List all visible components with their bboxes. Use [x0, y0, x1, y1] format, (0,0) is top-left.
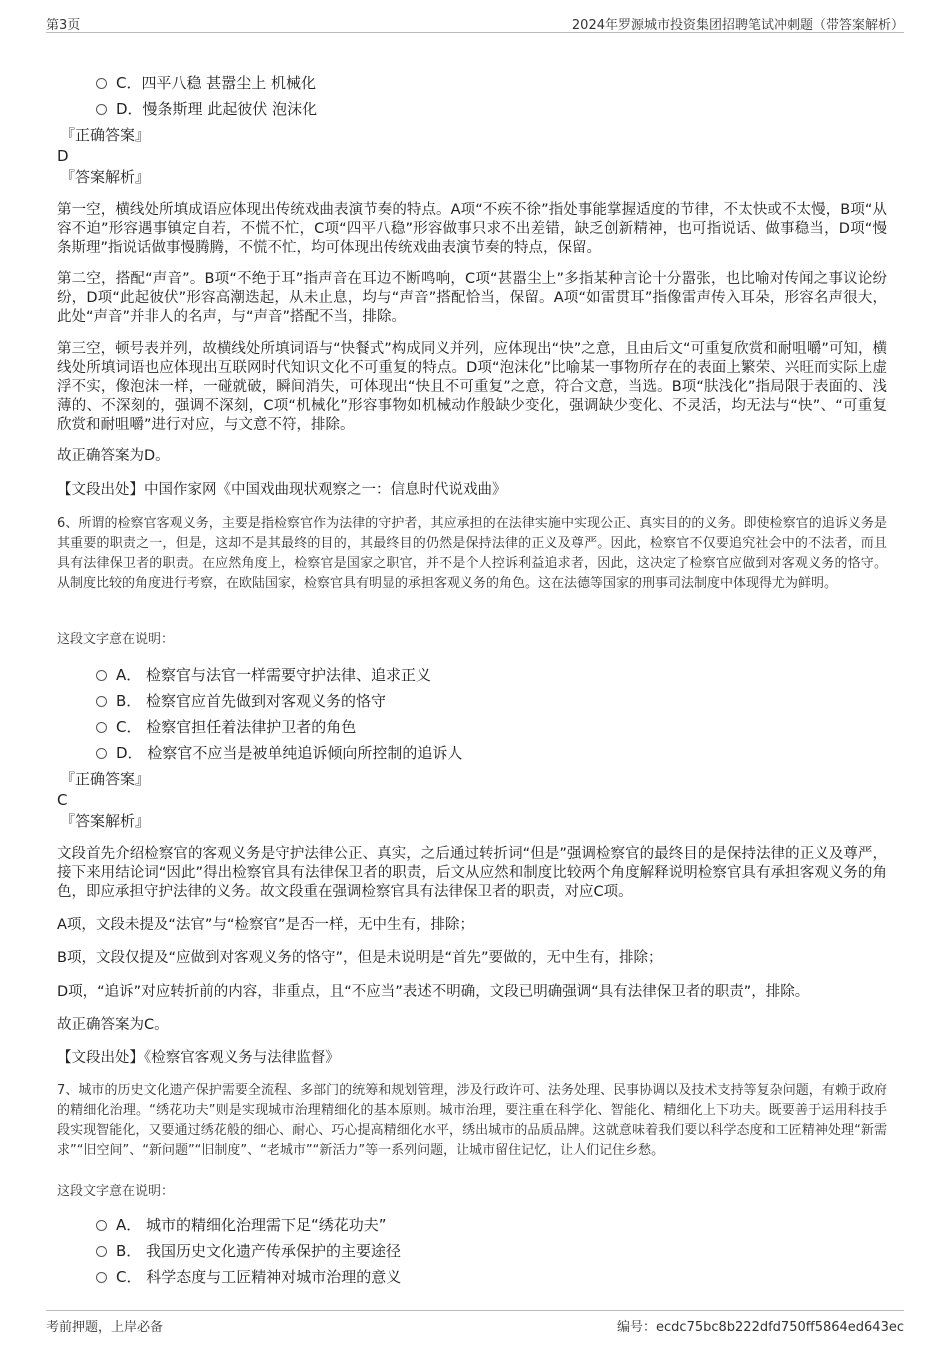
q6-analysis-a: A项，文段未提及“法官”与“检察官”是否一样，无中生有，排除；: [57, 917, 474, 933]
q6-option-d[interactable]: D． 检察官不应当是被单纯追诉倾向所控制的追诉人: [96, 743, 462, 763]
q5-analysis-para-3: 第三空，顿号表并列，故横线处所填词语与“快餐式”构成同义并列，应体现出“快”之意，且由后文“可重复欣赏和耐咀嚼”可知，横线处所填词语也应体现出互联网时代知识文化不可重复的特点。D项“泡沫化”比喻某一事物所存在的表面上繁荣、兴旺而实际上虚浮不实，像泡沫一样，一碰就破，瞬间消失，可体现出“快且不可重复”之意，符合文意，当选。B项“肤浅化”指局限于表面的、浅薄的、不深刻的，强调不深刻，C项“机械化”形容事物如机械动作般缺少变化，强调缺少变化、不灵活，均无法与“快”、“可重复欣赏和耐咀嚼”进行对应，与文意不符，排除。: [57, 341, 887, 433]
page-number: 第3页: [46, 18, 81, 33]
q6-analysis-label: 『答案解析』: [60, 812, 151, 830]
q5-conclusion: 故正确答案为D。: [57, 448, 170, 464]
q6-answer: C: [57, 791, 68, 809]
q5-option-c[interactable]: C．四平八稳 甚嚣尘上 机械化: [96, 73, 316, 93]
q6-question: 6、所谓的检察官客观义务，主要是指检察官作为法律的守护者，其应承担的在法律实施中实现公正、真实目的的义务。即使检察官的追诉义务是其重要的职责之一，但是，这却不是其最终的目的，其最终目的仍然是保持法律的正义及尊严。因此，检察官不仅要追究社会中的不法者，而且具有法律保卫者的职责。在应然角度上，检察官是国家之职官，并不是个人控诉利益追求者，因此，这决定了检察官应做到对客观义务的恪守。从制度比较的角度进行考察，在欧陆国家，检察官具有明显的承担客观义务的角色。这在法德等国家的刑事司法制度中体现得尤为鲜明。: [57, 516, 887, 591]
q6-analysis-para-1: 文段首先介绍检察官的客观义务是守护法律公正、真实，之后通过转折词“但是”强调检察官的最终目的是保持法律的正义及尊严，接下来用结论词“因此”得出检察官具有法律保卫者的职责，后文从应然和制度比较两个角度解释说明检察官具有承担客观义务的角色，即应承担守护法律的义务。故文段重在强调检察官具有法律保卫者的职责，对应C项。: [57, 846, 887, 900]
q6-conclusion: 故正确答案为C。: [57, 1017, 169, 1033]
q6-option-b[interactable]: B． 检察官应首先做到对客观义务的恪守: [96, 691, 386, 711]
q7-option-b[interactable]: B． 我国历史文化遗产传承保护的主要途径: [96, 1241, 401, 1261]
footer-motto: 考前押题，上岸必备: [46, 1320, 164, 1335]
q5-answer: D: [57, 147, 69, 165]
q6-answer-label: 『正确答案』: [60, 770, 151, 788]
q7-option-c[interactable]: C． 科学态度与工匠精神对城市治理的意义: [96, 1267, 401, 1287]
q6-option-a[interactable]: A． 检察官与法官一样需要守护法律、追求正义: [96, 665, 431, 685]
radio-icon[interactable]: [96, 670, 107, 681]
radio-icon[interactable]: [96, 722, 107, 733]
radio-icon[interactable]: [96, 696, 107, 707]
radio-icon[interactable]: [96, 1272, 107, 1283]
q7-option-a[interactable]: A． 城市的精细化治理需下足“绣花功夫”: [96, 1215, 387, 1235]
footer-code: 编号：ecdc75bc8b222dfd750ff5864ed643ec: [617, 1320, 904, 1335]
q6-option-c[interactable]: C． 检察官担任着法律护卫者的角色: [96, 717, 356, 737]
q5-option-d[interactable]: D．慢条斯理 此起彼伏 泡沫化: [96, 99, 317, 119]
q5-analysis-para-1: 第一空，横线处所填成语应体现出传统戏曲表演节奏的特点。A项“不疾不徐”指处事能掌握适度的节律，不太快或不太慢，B项“从容不迫”形容遇事镇定自若，不慌不忙，C项“四平八稳”形容做事只求不出差错，缺乏创新精神，也可指说话、做事稳当，D项“慢条斯理”指说话做事慢腾腾，不慌不忙，均可体现出传统戏曲表演节奏的特点，保留。: [57, 202, 887, 256]
page-footer: [46, 1310, 904, 1341]
q7-prompt: 这段文字意在说明：: [57, 1184, 175, 1199]
radio-icon[interactable]: [96, 748, 107, 759]
q7-question: 7、城市的历史文化遗产保护需要全流程、多部门的统筹和规划管理，涉及行政许可、法务处理、民事协调以及技术支持等复杂问题，有赖于政府的精细化治理。“绣花功夫”则是实现城市治理精细化的基本原则。城市治理，要注重在科学化、智能化、精细化上下功夫。既要善于运用科技手段实现智能化，又要通过绣花般的细心、耐心、巧心提高精细化水平，绣出城市的品质品牌。这就意味着我们要以科学态度和工匠精神处理“新需求”“旧空间”、“新问题”“旧制度”、“老城市”“新活力”等一系列问题，让城市留住记忆，让人们记住乡愁。: [57, 1083, 887, 1158]
q6-source: 【文段出处】《检察官客观义务与法律监督》: [57, 1050, 340, 1066]
q5-analysis-para-2: 第二空，搭配“声音”。B项“不绝于耳”指声音在耳边不断鸣响，C项“甚嚣尘上”多指某种言论十分嚣张，也比喻对传闻之事议论纷纷，D项“此起彼伏”形容高潮迭起，从未止息，均与“声音”搭配恰当，保留。A项“如雷贯耳”指像雷声传入耳朵，形容名声很大，此处“声音”并非人的名声，与“声音”搭配不当，排除。: [57, 271, 887, 325]
q5-answer-label: 『正确答案』: [60, 126, 151, 144]
q6-prompt: 这段文字意在说明：: [57, 632, 175, 647]
radio-icon[interactable]: [96, 104, 107, 115]
radio-icon[interactable]: [96, 1220, 107, 1231]
q6-analysis-b: B项，文段仅提及“应做到对客观义务的恪守”，但是未说明是“首先”要做的，无中生有，排除；: [57, 950, 663, 966]
radio-icon[interactable]: [96, 1246, 107, 1257]
document-title: 2024年罗源城市投资集团招聘笔试冲刺题（带答案解析）: [571, 18, 904, 33]
page-header: [46, 10, 904, 33]
q5-analysis-label: 『答案解析』: [60, 168, 151, 186]
radio-icon[interactable]: [96, 78, 107, 89]
q5-source: 【文段出处】中国作家网《中国戏曲现状观察之一：信息时代说戏曲》: [57, 482, 507, 498]
q6-analysis-d: D项，“追诉”对应转折前的内容，非重点，且“不应当”表述不明确，文段已明确强调“具有法律保卫者的职责”，排除。: [57, 984, 810, 1000]
